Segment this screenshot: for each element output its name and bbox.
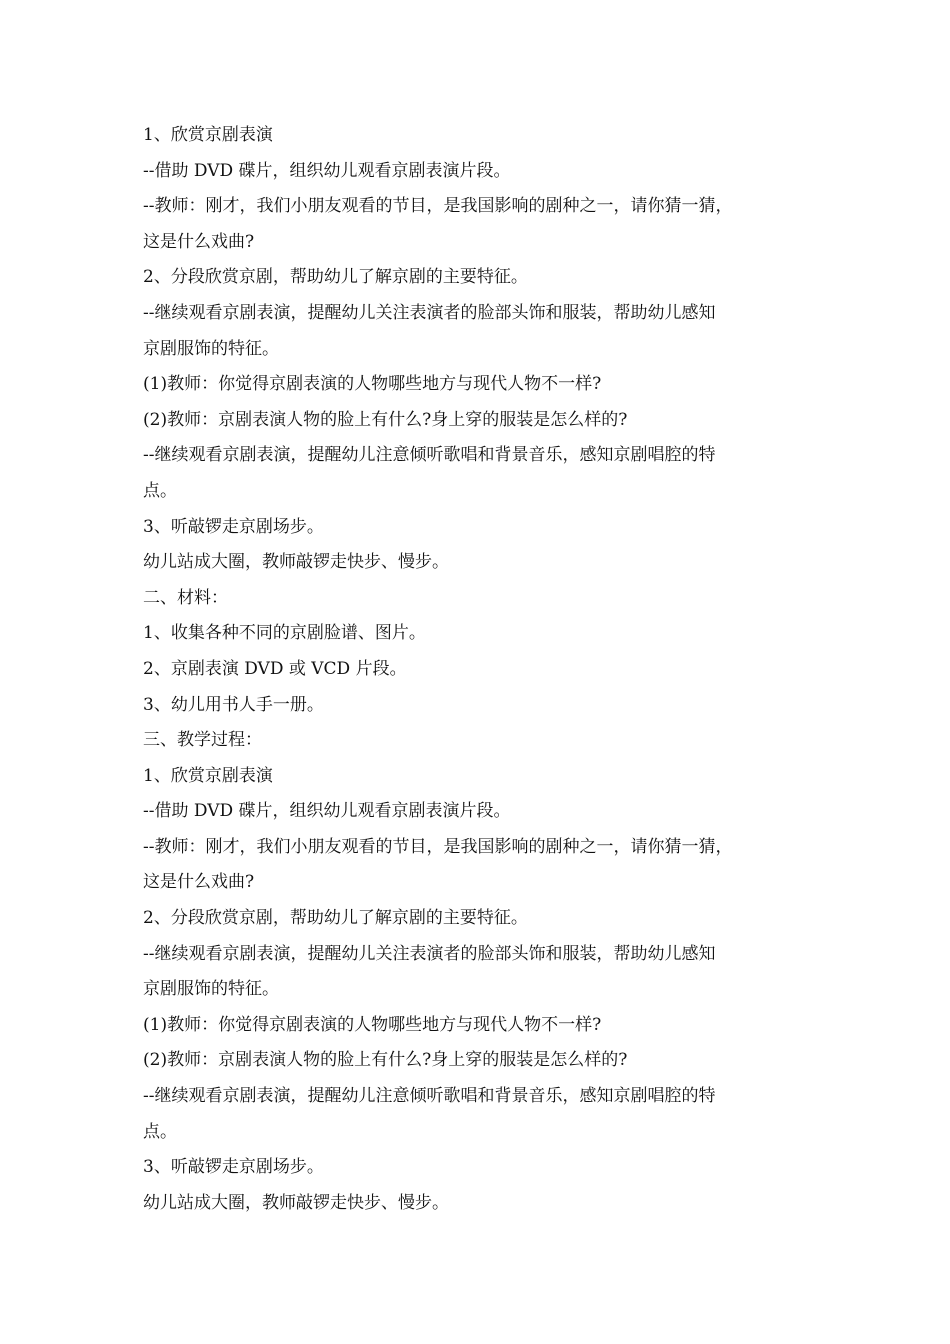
text-line: --借助 DVD 碟片，组织幼儿观看京剧表演片段。 <box>143 160 511 181</box>
text-line: 2、分段欣赏京剧，帮助幼儿了解京剧的主要特征。 <box>143 908 528 929</box>
text-line: --继续观看京剧表演，提醒幼儿关注表演者的脸部头饰和服装，帮助幼儿感知 <box>143 943 716 964</box>
text-line: --继续观看京剧表演，提醒幼儿注意倾听歌唱和背景音乐，感知京剧唱腔的特 <box>143 445 716 466</box>
text-line: (2)教师：京剧表演人物的脸上有什么?身上穿的服装是怎么样的? <box>143 1050 628 1071</box>
document-body <box>143 118 833 1221</box>
text-line: (1)教师：你觉得京剧表演的人物哪些地方与现代人物不一样? <box>143 1014 602 1035</box>
text-line: 3、听敲锣走京剧场步。 <box>143 1157 324 1178</box>
text-line: --教师：刚才，我们小朋友观看的节目，是我国影响的剧种之一，请你猜一猜， <box>143 836 733 857</box>
text-line: 1、欣赏京剧表演 <box>143 765 273 786</box>
text-line: --借助 DVD 碟片，组织幼儿观看京剧表演片段。 <box>143 801 511 822</box>
text-line: --继续观看京剧表演，提醒幼儿关注表演者的脸部头饰和服装，帮助幼儿感知 <box>143 302 716 323</box>
text-line: 点。 <box>143 480 177 501</box>
text-line: --继续观看京剧表演，提醒幼儿注意倾听歌唱和背景音乐，感知京剧唱腔的特 <box>143 1086 716 1107</box>
text-line: 这是什么戏曲? <box>143 231 255 252</box>
text-line: 1、欣赏京剧表演 <box>143 125 273 145</box>
text-line: 这是什么戏曲? <box>143 872 255 893</box>
text-line: 幼儿站成大圈，教师敲锣走快步、慢步。 <box>143 552 449 573</box>
text-line: 3、听敲锣走京剧场步。 <box>143 516 324 537</box>
text-line: 点。 <box>143 1121 177 1142</box>
text-line: (1)教师：你觉得京剧表演的人物哪些地方与现代人物不一样? <box>143 374 602 395</box>
section-heading: 二、材料： <box>143 587 228 608</box>
text-line: 京剧服饰的特征。 <box>143 338 279 359</box>
text-line: (2)教师：京剧表演人物的脸上有什么?身上穿的服装是怎么样的? <box>143 409 628 430</box>
text-line: 1、收集各种不同的京剧脸谱、图片。 <box>143 623 426 644</box>
text-line: 3、幼儿用书人手一册。 <box>143 694 324 715</box>
text-line: 幼儿站成大圈，教师敲锣走快步、慢步。 <box>143 1192 449 1213</box>
section-heading: 三、教学过程： <box>143 730 262 751</box>
text-line: 2、分段欣赏京剧，帮助幼儿了解京剧的主要特征。 <box>143 267 528 288</box>
text-line: 京剧服饰的特征。 <box>143 979 279 1000</box>
text-line: 2、京剧表演 DVD 或 VCD 片段。 <box>143 658 407 679</box>
text-line: --教师：刚才，我们小朋友观看的节目，是我国影响的剧种之一，请你猜一猜， <box>143 196 733 217</box>
